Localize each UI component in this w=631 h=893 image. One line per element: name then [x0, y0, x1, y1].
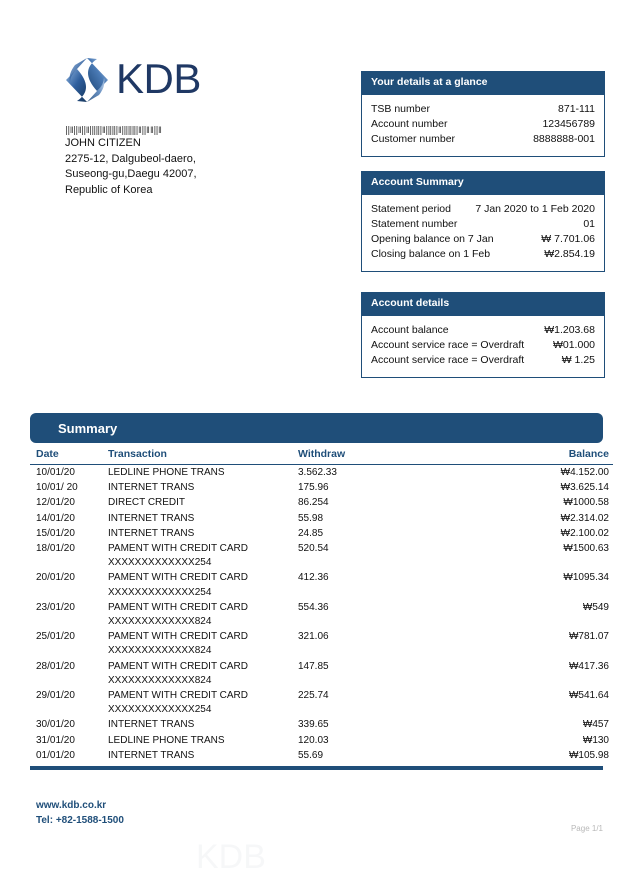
cell-date: 25/01/20	[36, 631, 75, 643]
info-label: Statement number	[371, 217, 458, 230]
recipient-name: JOHN CITIZEN	[65, 137, 141, 149]
table-row	[30, 659, 613, 688]
cell-date: 10/01/20	[36, 467, 75, 478]
cell-withdraw: 3.562.33	[298, 467, 337, 478]
recipient-address-line-3: Republic of Korea	[65, 183, 153, 196]
kdb-diamond-logo-icon	[64, 56, 110, 104]
table-row	[30, 465, 613, 481]
info-label: Customer number	[371, 132, 456, 145]
table-row	[30, 717, 613, 732]
recipient-address-line-2: Suseong-gu,Daegu 42007,	[65, 168, 197, 181]
table-header-row	[30, 448, 613, 465]
cell-balance: ₩4.152.00	[560, 467, 609, 478]
cell-balance: ₩2.314.02	[560, 512, 609, 524]
cell-withdraw: 175.96	[298, 482, 329, 494]
info-label: Account service race = Overdraft	[371, 338, 525, 351]
transaction-description: PAMENT WITH CREDIT CARD	[108, 601, 249, 613]
cell-transaction	[108, 600, 298, 629]
cell-date: 30/01/20	[36, 719, 75, 731]
footer-website[interactable]: www.kdb.co.kr	[36, 800, 107, 811]
cell-balance: ₩541.64	[568, 690, 609, 702]
info-row	[371, 217, 595, 232]
info-row	[371, 232, 595, 247]
cell-transaction	[108, 659, 298, 688]
cell-withdraw: 412.36	[298, 572, 329, 584]
table-row	[30, 570, 613, 599]
cell-date: 01/01/20	[36, 749, 75, 761]
cell-balance: ₩1500.63	[563, 543, 609, 555]
account-summary-body	[362, 195, 604, 271]
cell-transaction	[108, 733, 298, 748]
masked-card-number: XXXXXXXXXXXXX254	[108, 557, 212, 569]
info-value: 8888888-001	[533, 132, 595, 145]
transaction-description: INTERNET TRANS	[108, 512, 195, 524]
transaction-description: PAMENT WITH CREDIT CARD	[108, 631, 249, 643]
masked-card-number: XXXXXXXXXXXXX824	[108, 674, 212, 686]
cell-date: 14/01/20	[36, 512, 75, 524]
cell-withdraw: 55.98	[298, 512, 324, 524]
table-row	[30, 495, 613, 510]
transaction-description: INTERNET TRANS	[108, 527, 195, 539]
info-label: Account balance	[371, 323, 449, 336]
info-row	[371, 353, 595, 368]
cell-transaction	[108, 717, 298, 732]
summary-banner-title: Summary	[58, 420, 118, 436]
recipient-address-line-1: 2275-12, Dalgubeol-daero,	[65, 152, 196, 165]
info-row	[371, 338, 595, 353]
cell-withdraw: 120.03	[298, 734, 329, 746]
page-number: Page 1/1	[570, 824, 603, 833]
cell-withdraw: 554.36	[298, 601, 329, 613]
info-row	[371, 247, 595, 262]
summary-banner	[30, 413, 603, 443]
column-header-balance: Balance	[438, 448, 613, 465]
recipient-address	[65, 124, 197, 198]
cell-balance: ₩781.07	[568, 631, 609, 643]
cell-transaction	[108, 511, 298, 526]
cell-date: 28/01/20	[36, 660, 75, 672]
table-row	[30, 526, 613, 541]
table-row	[30, 733, 613, 748]
cell-balance: ₩130	[582, 734, 609, 746]
cell-date: 23/01/20	[36, 601, 75, 613]
kdb-logo	[64, 56, 201, 104]
cell-balance: ₩549	[582, 601, 609, 613]
info-label: Closing balance on 1 Feb	[371, 247, 491, 260]
column-header-transaction: Transaction	[108, 448, 298, 465]
cell-transaction	[108, 495, 298, 510]
transaction-description: INTERNET TRANS	[108, 482, 195, 494]
footer-telephone: Tel: +82-1588-1500	[36, 815, 124, 826]
transaction-description: PAMENT WITH CREDIT CARD	[108, 660, 249, 672]
info-label: Statement period	[371, 202, 451, 215]
info-value: 01	[583, 217, 595, 230]
account-details-box	[361, 292, 605, 378]
info-value: ₩ 7.701.06	[541, 232, 595, 245]
cell-date: 18/01/20	[36, 543, 75, 555]
info-value: ₩1.203.68	[544, 323, 595, 336]
transaction-description: INTERNET TRANS	[108, 719, 195, 731]
table-row	[30, 688, 613, 717]
cell-withdraw: 86.254	[298, 497, 329, 509]
transaction-description: PAMENT WITH CREDIT CARD	[108, 690, 249, 702]
table-row	[30, 600, 613, 629]
masked-card-number: XXXXXXXXXXXXX824	[108, 645, 212, 657]
mailing-barcode-mark: ‖ǁ‖ǁ‖ǁ‖‖‖ǁ‖‖‖ǁ‖‖‖‖ǁ‖ǁǁ‖ǁ	[65, 126, 162, 136]
table-row	[30, 748, 613, 763]
details-at-a-glance-body	[362, 95, 604, 156]
transactions-table-head	[30, 448, 613, 465]
cell-date: 31/01/20	[36, 734, 75, 746]
kdb-watermark	[196, 838, 466, 882]
cell-date: 20/01/20	[36, 572, 75, 584]
cell-withdraw: 147.85	[298, 660, 329, 672]
cell-withdraw: 321.06	[298, 631, 329, 643]
cell-transaction	[108, 629, 298, 658]
cell-transaction	[108, 688, 298, 717]
info-label: Opening balance on 7 Jan	[371, 232, 494, 245]
cell-balance: ₩1095.34	[563, 572, 609, 584]
details-at-a-glance-box	[361, 71, 605, 157]
cell-balance: ₩417.36	[568, 660, 609, 672]
info-row	[371, 102, 595, 117]
transaction-description: INTERNET TRANS	[108, 749, 195, 761]
table-row	[30, 511, 613, 526]
cell-balance: ₩2.100.02	[560, 527, 609, 539]
cell-balance: ₩1000.58	[563, 497, 609, 509]
info-label: Account service race = Overdraft	[371, 353, 525, 366]
transactions-table	[30, 448, 613, 763]
cell-withdraw: 225.74	[298, 690, 329, 702]
table-row	[30, 480, 613, 495]
transactions-table-body	[30, 465, 613, 764]
cell-transaction	[108, 480, 298, 495]
footer-contact	[36, 798, 124, 828]
cell-balance: ₩3.625.14	[560, 482, 609, 494]
column-header-withdraw: Withdraw	[298, 448, 438, 465]
cell-withdraw: 520.54	[298, 543, 329, 555]
info-label: Account number	[371, 117, 448, 130]
info-row	[371, 132, 595, 147]
info-row	[371, 202, 595, 217]
account-details-body	[362, 316, 604, 377]
cell-withdraw: 339.65	[298, 719, 329, 731]
masked-card-number: XXXXXXXXXXXXX824	[108, 616, 212, 628]
transaction-description: PAMENT WITH CREDIT CARD	[108, 572, 249, 584]
cell-date: 10/01/ 20	[36, 482, 78, 494]
cell-transaction	[108, 465, 298, 481]
table-row	[30, 541, 613, 570]
cell-transaction	[108, 748, 298, 763]
info-value: ₩ 1.25	[561, 353, 595, 366]
transaction-description: DIRECT CREDIT	[108, 497, 186, 509]
cell-withdraw: 24.85	[298, 527, 324, 539]
cell-withdraw: 55.69	[298, 749, 324, 761]
transaction-description: LEDLINE PHONE TRANS	[108, 734, 225, 746]
masked-card-number: XXXXXXXXXXXXX254	[108, 586, 212, 598]
info-value: 871-111	[558, 102, 595, 115]
cell-balance: ₩457	[582, 719, 609, 731]
watermark-text	[196, 838, 266, 876]
cell-transaction	[108, 541, 298, 570]
kdb-wordmark: KDB	[116, 55, 201, 102]
cell-date: 15/01/20	[36, 527, 75, 539]
table-bottom-rule	[30, 766, 603, 770]
info-value: ₩2.854.19	[544, 247, 595, 260]
info-row	[371, 117, 595, 132]
cell-date: 12/01/20	[36, 497, 75, 509]
table-row	[30, 629, 613, 658]
info-label: TSB number	[371, 102, 430, 115]
cell-transaction	[108, 570, 298, 599]
account-details-title: Account details	[362, 293, 604, 316]
details-at-a-glance-title: Your details at a glance	[362, 72, 604, 95]
account-summary-title: Account Summary	[362, 172, 604, 195]
info-value: 7 Jan 2020 to 1 Feb 2020	[475, 202, 595, 215]
info-value: 123456789	[542, 117, 595, 130]
transaction-description: PAMENT WITH CREDIT CARD	[108, 543, 249, 555]
cell-date: 29/01/20	[36, 690, 75, 702]
account-summary-box	[361, 171, 605, 272]
masked-card-number: XXXXXXXXXXXXX254	[108, 704, 212, 716]
cell-balance: ₩105.98	[568, 749, 609, 761]
info-row	[371, 323, 595, 338]
info-value: ₩01.000	[552, 338, 595, 351]
column-header-date: Date	[30, 448, 108, 465]
transaction-description: LEDLINE PHONE TRANS	[108, 467, 225, 478]
cell-transaction	[108, 526, 298, 541]
